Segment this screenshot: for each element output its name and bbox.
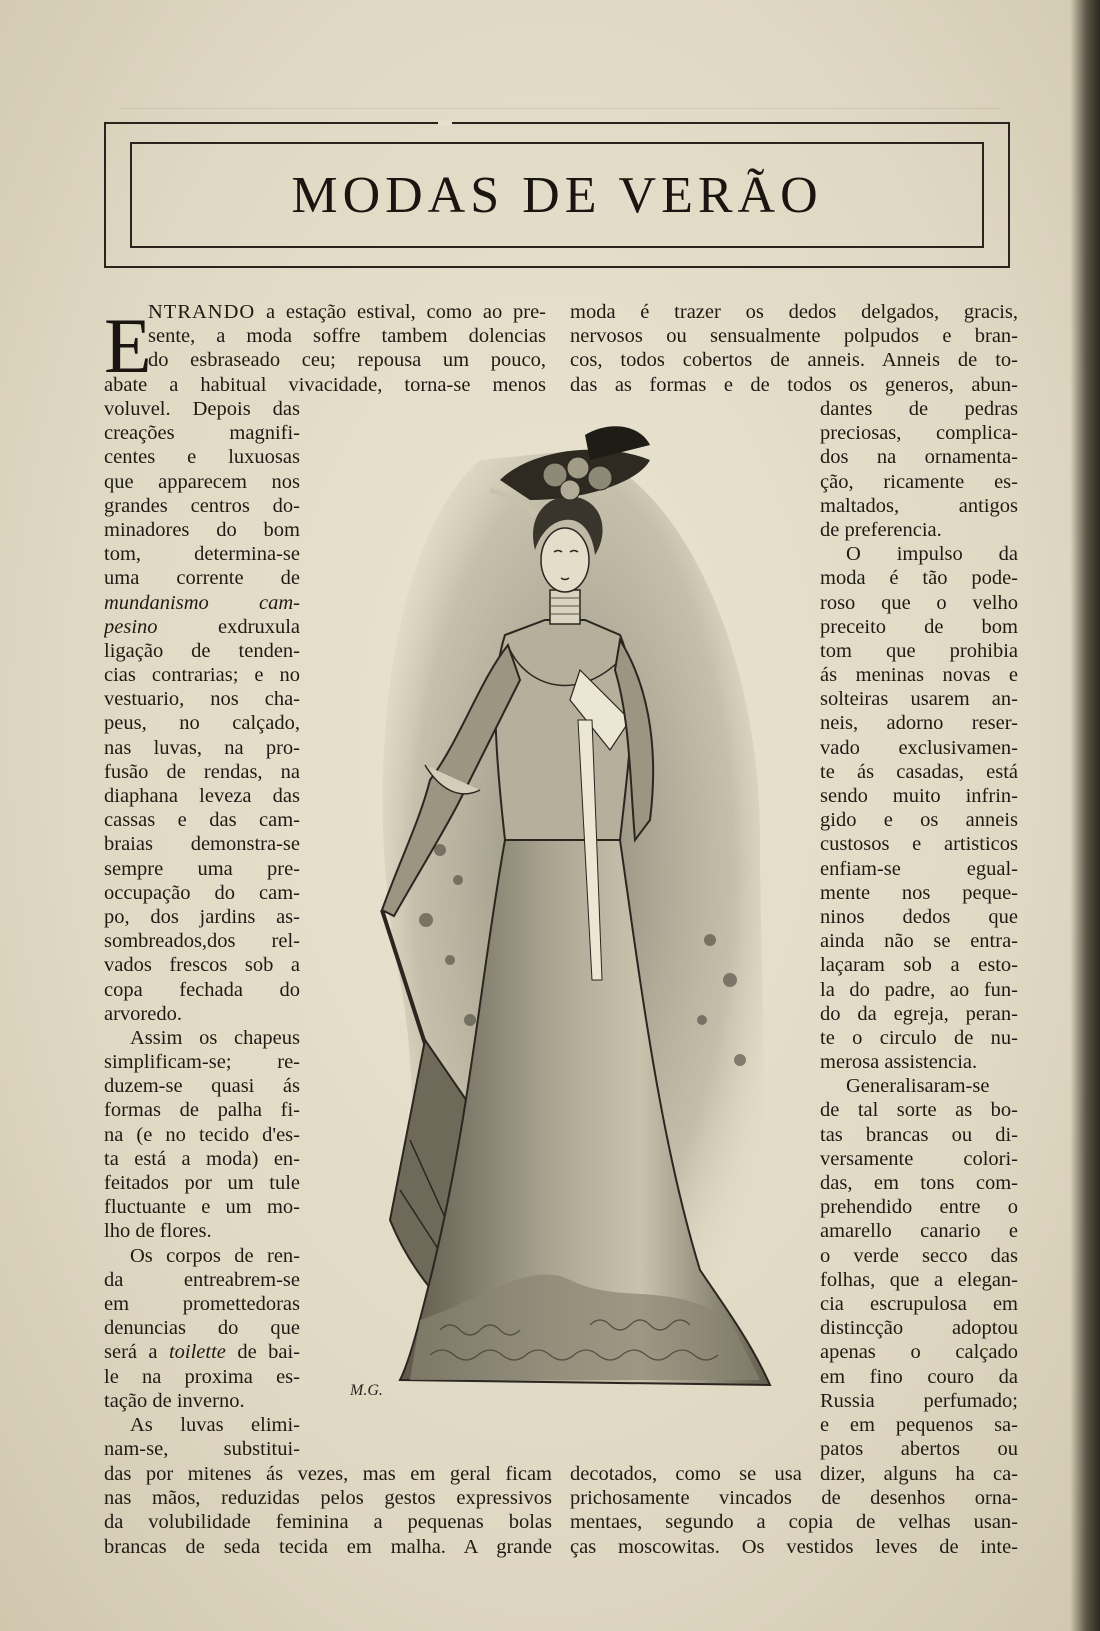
text-line: amarello canario e — [820, 1220, 1018, 1243]
text-line: decotados, como se usa dizer, alguns ha ca- — [570, 1463, 1018, 1485]
text-line: ças moscowitas. Os vestidos leves de inte- — [570, 1535, 1018, 1558]
text-line: das as formas e de todos os generos, abun- — [570, 373, 1018, 396]
text-line: duzem-se quasi ás — [104, 1075, 300, 1098]
text-line: do da egreja, peran- — [820, 1002, 1018, 1025]
text-line: te ás casadas, está — [820, 760, 1018, 783]
text-line: Assim os chapeus — [130, 1026, 300, 1049]
text-line: ta está a moda) en- — [104, 1147, 300, 1170]
text-line: occupação do cam- — [104, 881, 300, 904]
text-line: solteiras usarem an- — [820, 688, 1018, 711]
text-line: da entreabrem-se — [104, 1268, 300, 1291]
left-top-block — [104, 300, 546, 397]
text-line: mente nos peque- — [820, 881, 1018, 904]
lead-in-smallcaps: NTRANDO — [148, 301, 256, 323]
text-line: tom, determina-se — [104, 543, 300, 566]
left-bottom-block — [104, 1462, 552, 1559]
drop-cap-letter: E — [104, 302, 152, 389]
text-line: ligação de tenden- — [104, 639, 300, 662]
text-line: laçaram sob a esto- — [820, 954, 1018, 977]
text-line: le na proxima es- — [104, 1365, 300, 1388]
text-line: denuncias do que — [104, 1317, 300, 1340]
text-line: centes e luxuosas — [104, 446, 300, 469]
text-line: sombreados,dos rel- — [104, 930, 300, 953]
text-line: feitados por um tule — [104, 1172, 300, 1194]
text-line: das por mitenes ás vezes, mas em geral ficam — [104, 1463, 552, 1485]
text-line: custosos e artisticos — [820, 833, 1018, 856]
title-inner-frame — [130, 142, 984, 248]
text-line: cias contrarias; e no — [104, 664, 300, 687]
text-line: tação de inverno. — [104, 1389, 245, 1412]
text-line: ninos dedos que — [820, 905, 1018, 928]
text-line: lho de flores. — [104, 1220, 212, 1243]
left-column — [104, 397, 300, 1461]
text-line: vestuario, nos cha- — [104, 688, 300, 711]
text-line: prehendido entre o — [820, 1196, 1018, 1219]
text-line: na (e no tecido d'es- — [104, 1123, 300, 1146]
text-line: Russia perfumado; — [820, 1389, 1018, 1412]
text-line: preciosas, complica- — [820, 422, 1018, 445]
text-line: dantes de pedras — [820, 398, 1018, 420]
text-line: brancas de seda tecida em malha. A grande — [104, 1535, 552, 1558]
text-line: simplificam-se; re- — [104, 1051, 300, 1074]
text-line: copa fechada do — [104, 978, 300, 1001]
text-line: nervosos ou sensualmente polpudos e bran- — [570, 325, 1018, 348]
text-line: da volubilidade feminina a pequenas bolas — [104, 1511, 552, 1534]
text-line: prichosamente vincados de desenhos orna- — [570, 1487, 1018, 1510]
text-line: vado exclusivamen- — [820, 736, 1018, 759]
text-line: NTRANDO a estação estival, como ao pre- — [148, 301, 546, 323]
text-line: minadores do bom — [104, 518, 300, 541]
text-line: e em pequenos sa- — [820, 1413, 1018, 1436]
text-line: fusão de rendas, na — [104, 760, 300, 783]
text-line: em fino couro da — [820, 1365, 1018, 1388]
text-line: apenas o calçado — [820, 1341, 1018, 1364]
text-line: tom que prohibia — [820, 639, 1018, 662]
text-line: creações magnifi- — [104, 422, 300, 445]
page-binding-shadow — [1070, 0, 1100, 1631]
right-top-block — [570, 300, 1018, 397]
text-line: sendo muito infrin- — [820, 785, 1018, 807]
text-line: das, em tons com- — [820, 1172, 1018, 1194]
text-line: cassas e das cam- — [104, 809, 300, 832]
text-line: Generalisaram-se — [846, 1075, 990, 1098]
text-line: ção, ricamente es- — [820, 470, 1018, 493]
text-line: pesino exdruxula — [104, 615, 300, 638]
text-line: maltados, antigos — [820, 494, 1018, 517]
text-line: ainda não se entra- — [820, 930, 1018, 953]
text-line: roso que o velho — [820, 591, 1018, 614]
text-line: voluvel. Depois das — [104, 398, 300, 420]
frame-break — [438, 120, 452, 126]
right-bottom-block — [570, 1462, 1018, 1559]
text-line: diaphana leveza das — [104, 785, 300, 807]
text-line: peus, no calçado, — [104, 712, 300, 735]
text-line: nas mãos, reduzidas pelos gestos expressivos — [104, 1487, 552, 1510]
text-line: sempre uma pre- — [104, 857, 300, 880]
text-line: em promettedoras — [104, 1292, 300, 1315]
running-head-bleed — [120, 84, 1000, 109]
text-line: o verde secco das — [820, 1244, 1018, 1267]
text-line: cia escrupulosa em — [820, 1292, 1018, 1315]
artist-signature: M.G. — [350, 1382, 383, 1399]
text-line: braias demonstra-se — [104, 833, 300, 856]
fashion-plate-illustration — [330, 420, 800, 1410]
text-line: ás meninas novas e — [820, 664, 1018, 687]
text-line: mundanismo cam- — [104, 591, 300, 614]
text-line: vados frescos sob a — [104, 954, 300, 977]
face — [541, 528, 589, 592]
text-line: gido e os anneis — [820, 809, 1018, 832]
text-line: grandes centros do- — [104, 494, 300, 517]
text-line: dos na ornamenta- — [820, 446, 1018, 469]
text-line: te o circulo de nu- — [820, 1026, 1018, 1049]
title-frame — [104, 122, 1010, 268]
text-line: que apparecem nos — [104, 470, 300, 493]
text-line: neis, adorno reser- — [820, 712, 1018, 735]
text-line: Os corpos de ren- — [130, 1244, 300, 1267]
text-line: fluctuante e um mo- — [104, 1196, 300, 1219]
text-line: abate a habitual vivacidade, torna-se menos — [104, 373, 546, 396]
text-line: po, dos jardins as- — [104, 905, 300, 928]
text-line: mentaes, segundo a copia de velhas usan- — [570, 1511, 1018, 1534]
text-line: As luvas elimi- — [130, 1413, 300, 1436]
text-line: enfiam-se egual- — [820, 857, 1018, 880]
text-line: merosa assistencia. — [820, 1051, 978, 1074]
high-collar — [550, 590, 580, 624]
text-line: distincção adoptou — [820, 1317, 1018, 1340]
text-line: nam-se, substitui- — [104, 1438, 300, 1461]
text-line: do esbraseado ceu; repousa um pouco, — [148, 349, 546, 372]
text-line: arvoredo. — [104, 1002, 182, 1025]
text-line: formas de palha fi- — [104, 1099, 300, 1122]
text-line: de preferencia. — [820, 518, 942, 541]
text-line: versamente colori- — [820, 1147, 1018, 1170]
text-line: la do padre, ao fun- — [820, 978, 1018, 1001]
text-line: folhas, que a elegan- — [820, 1268, 1018, 1291]
text-line: moda é trazer os dedos delgados, gracis, — [570, 301, 1018, 323]
text-line: moda é tão pode- — [820, 567, 1018, 590]
text-line: de tal sorte as bo- — [820, 1099, 1018, 1122]
text-line: nas luvas, na pro- — [104, 736, 300, 759]
text-line: cos, todos cobertos de anneis. Anneis de to- — [570, 349, 1018, 372]
text-line: será a toilette de bai- — [104, 1341, 300, 1364]
right-column — [820, 397, 1018, 1461]
text-line: sente, a moda soffre tambem dolencias — [148, 325, 546, 348]
text-line: tas brancas ou di- — [820, 1123, 1018, 1146]
article-title: MODAS DE VERÃO — [291, 166, 823, 224]
text-line: patos abertos ou — [820, 1438, 1018, 1461]
text-line: preceito de bom — [820, 615, 1018, 638]
text-line: O impulso da — [846, 543, 1018, 566]
text-line: uma corrente de — [104, 567, 300, 590]
